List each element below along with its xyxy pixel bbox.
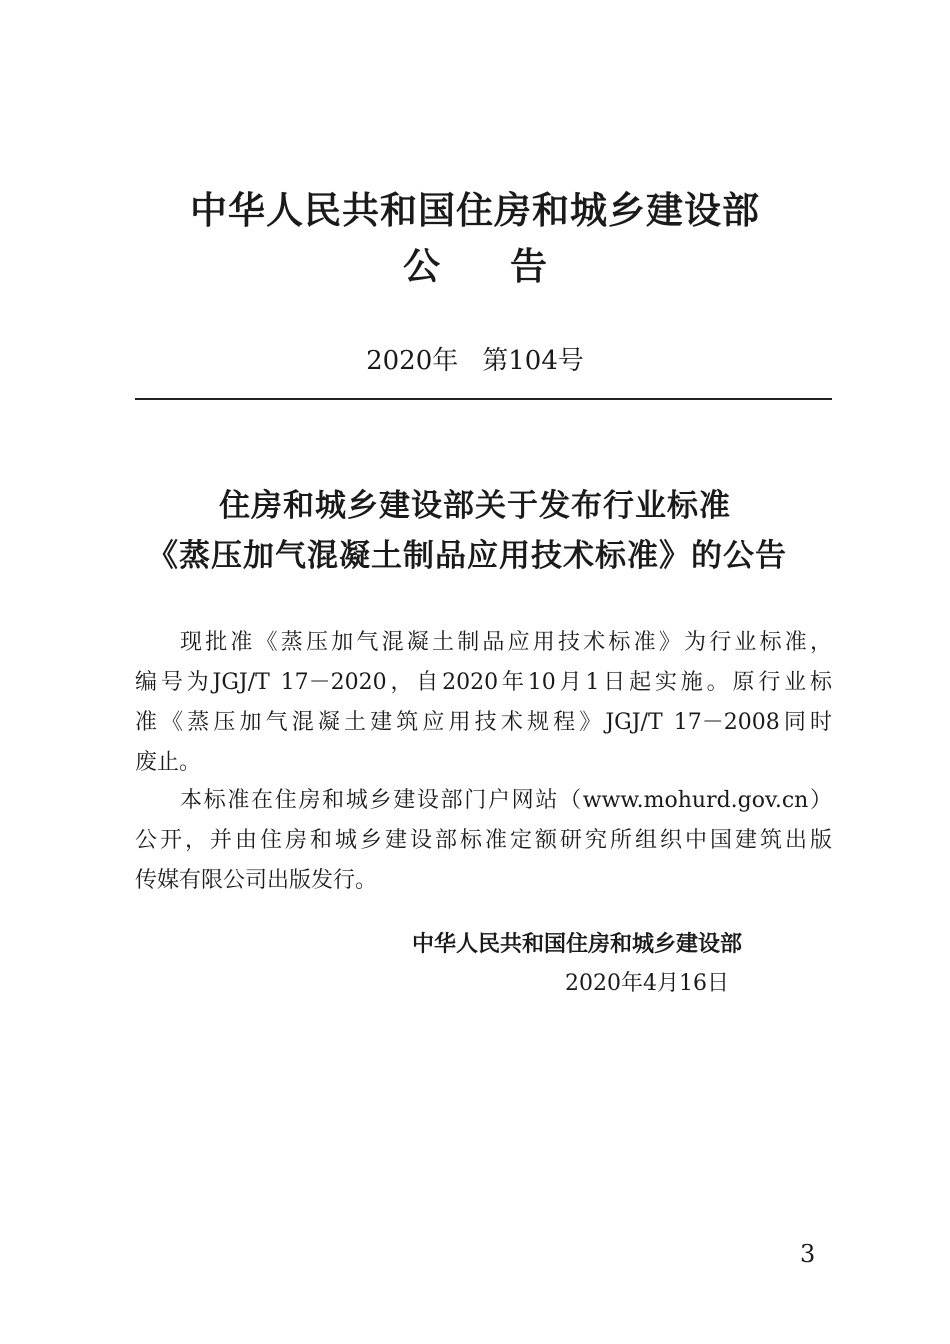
header-divider [135, 398, 832, 400]
issue-serial: 第104号 [482, 346, 584, 376]
page-number: 3 [800, 1240, 816, 1268]
body-line-6: 公开，并由住房和城乡建设部标准定额研究所组织中国建筑出版 [135, 828, 832, 853]
document-title-line-1: 住房和城乡建设部关于发布行业标准 [219, 488, 731, 524]
issuing-authority-heading: 中华人民共和国住房和城乡建设部 [190, 189, 760, 232]
body-line-1: 现批准《蒸压加气混凝土制品应用技术标准》为行业标准， [180, 630, 832, 655]
body-line-4: 废止。 [135, 750, 202, 775]
signature-date: 2020年4月16日 [565, 971, 729, 996]
issue-year: 2020年 [366, 346, 459, 376]
body-line-5: 本标准在住房和城乡建设部门户网站（www.mohurd.gov.cn） [180, 788, 832, 813]
announcement-heading-char-2: 告 [510, 245, 547, 288]
body-line-3: 准《蒸压加气混凝土建筑应用技术规程》JGJ/T 17－2008同时 [135, 710, 832, 735]
issue-number [0, 340, 950, 377]
announcement-heading-char-1: 公 [403, 245, 440, 288]
announcement-heading [0, 236, 950, 290]
body-line-7: 传媒有限公司出版发行。 [135, 868, 378, 893]
document-title-line-2: 《蒸压加气混凝土制品应用技术标准》的公告 [147, 538, 787, 574]
body-line-2: 编号为JGJ/T 17－2020，自2020年10月1日起实施。原行业标 [135, 670, 832, 695]
signature-authority: 中华人民共和国住房和城乡建设部 [412, 932, 743, 957]
